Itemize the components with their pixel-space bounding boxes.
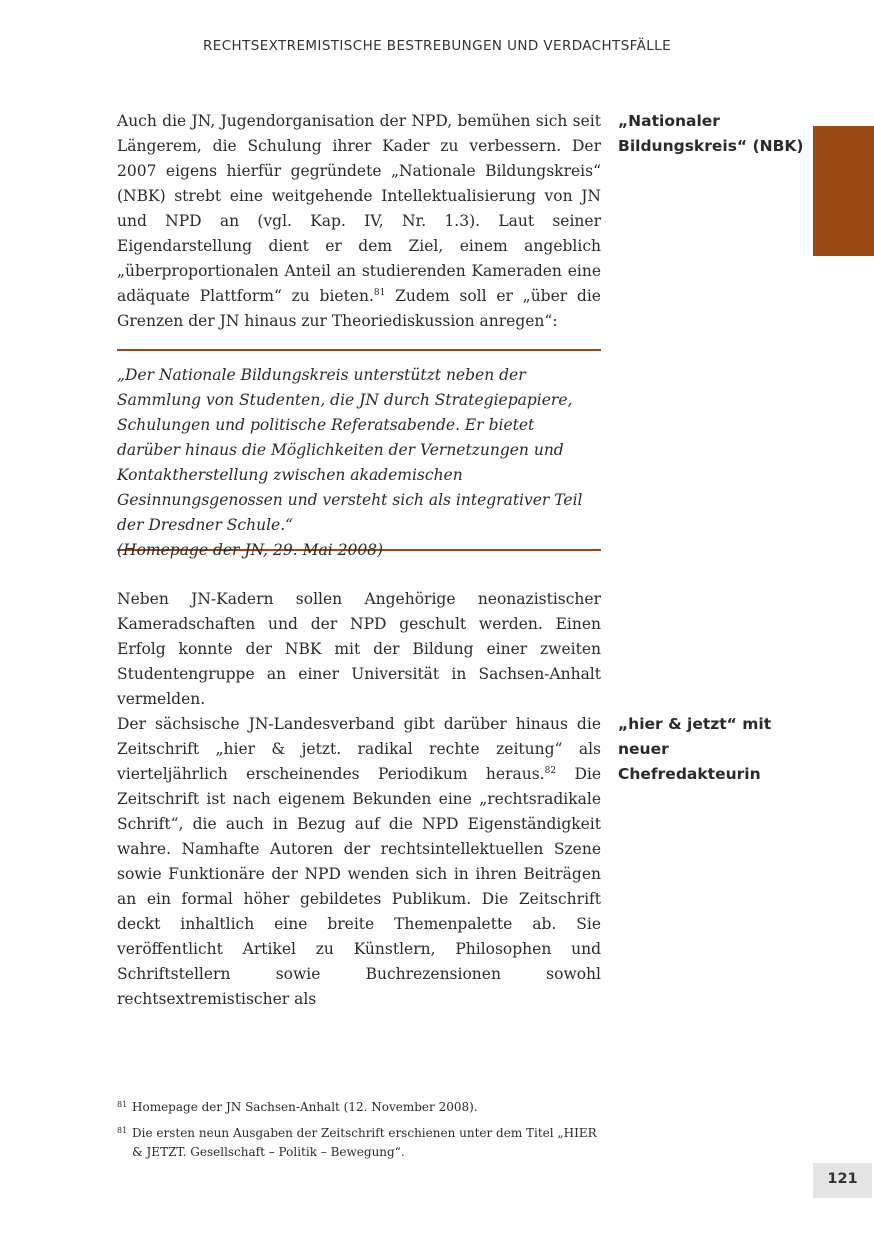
side-heading-nbk: „Nationaler Bildungskreis“ (NBK) (618, 112, 804, 155)
page-number: 121 (813, 1163, 872, 1198)
paragraph-text-part: Zudem soll er „über die Grenzen der JN hinaus zur Theoriediskussion anregen“: (117, 287, 601, 330)
paragraph-text (117, 109, 601, 334)
paragraph-nbk-intro (117, 109, 601, 334)
quote-text: „Der Nationale Bildungskreis unterstützt neben der Sammlung von Studenten, die JN durch Strategiepapiere, Schulungen und politische Referatsabende. Er bietet darüber hinaus die Möglichkeiten der Vernetzungen und Kontaktherstellung zwischen akademischen Gesinnungsgenossen und versteht sich als integrativer Teil der Dresdner Schule.“ (117, 366, 583, 534)
chapter-tab-marker (813, 126, 874, 256)
quote-source: (Homepage der JN, 29. Mai 2008) (117, 541, 384, 559)
footnote-ref: 82 (544, 765, 557, 776)
side-heading-hier-jetzt: „hier & jetzt“ mit neuer Chefredakteurin (618, 715, 772, 783)
paragraph-text (117, 712, 601, 1012)
footnote (117, 1124, 601, 1162)
footnotes (117, 1098, 601, 1169)
footnote-number: 81 (117, 1126, 128, 1135)
footnote-ref: 81 (373, 287, 386, 298)
paragraph-text-part: Der sächsische JN-Landesverband gibt darüber hinaus die Zeitschrift „hier & jetzt. radikal rechte zeitung“ als vierteljährlich erscheinendes Periodikum heraus. (117, 715, 601, 783)
footnote-text: Homepage der JN Sachsen-Anhalt (12. November 2008). (132, 1100, 478, 1114)
paragraph-hier-jetzt (117, 712, 601, 1012)
paragraph-training (117, 587, 601, 712)
footnote-number: 81 (117, 1100, 128, 1109)
quote-body (117, 363, 601, 563)
block-quote (117, 349, 601, 559)
running-header: RECHTSEXTREMISTISCHE BESTREBUNGEN UND VERDACHTSFÄLLE (202, 38, 672, 54)
paragraph-text-part: Die Zeitschrift ist nach eigenem Bekunden eine „rechtsradikale Schrift“, die auch in Bezug auf die NPD Eigenständigkeit wahre. Namhafte Autoren der rechtsintellektuellen Szene sowie Funktionäre der NPD wenden sich in ihren Beiträgen an ein formal höher gebildetes Publikum. Die Zeitschrift deckt inhaltlich eine breite Themenpalette ab. Sie veröffentlicht Artikel zu Künstlern, Philosophen und Schriftstellern sowie Buchrezensionen sowohl rechtsextremistischer als (117, 765, 601, 1008)
paragraph-text-part: Auch die JN, Jugendorganisation der NPD, bemühen sich seit Längerem, die Schulung ihrer Kader zu verbessern. Der 2007 eigens hierfür gegründete „Nationale Bildungskreis“ (NBK) strebt eine weitgehende Intellektualisierung von JN und NPD an (vgl. Kap. IV, Nr. 1.3). Laut seiner Eigendarstellung dient er dem Ziel, einem angeblich „überproportionalen Anteil an studierenden Kameraden eine adäquate Plattform“ zu bieten. (117, 112, 601, 305)
footnote (117, 1098, 601, 1117)
footnote-text: Die ersten neun Ausgaben der Zeitschrift erschienen unter dem Titel „HIER & JETZT. Gesellschaft – Politik – Bewegung“. (132, 1126, 597, 1159)
paragraph-text: Neben JN-Kadern sollen Angehörige neonazistischer Kameradschaften und der NPD geschult werden. Einen Erfolg konnte der NBK mit der Bildung einer zweiten Studentengruppe an einer Universität in Sachsen-Anhalt vermelden. (117, 590, 601, 708)
